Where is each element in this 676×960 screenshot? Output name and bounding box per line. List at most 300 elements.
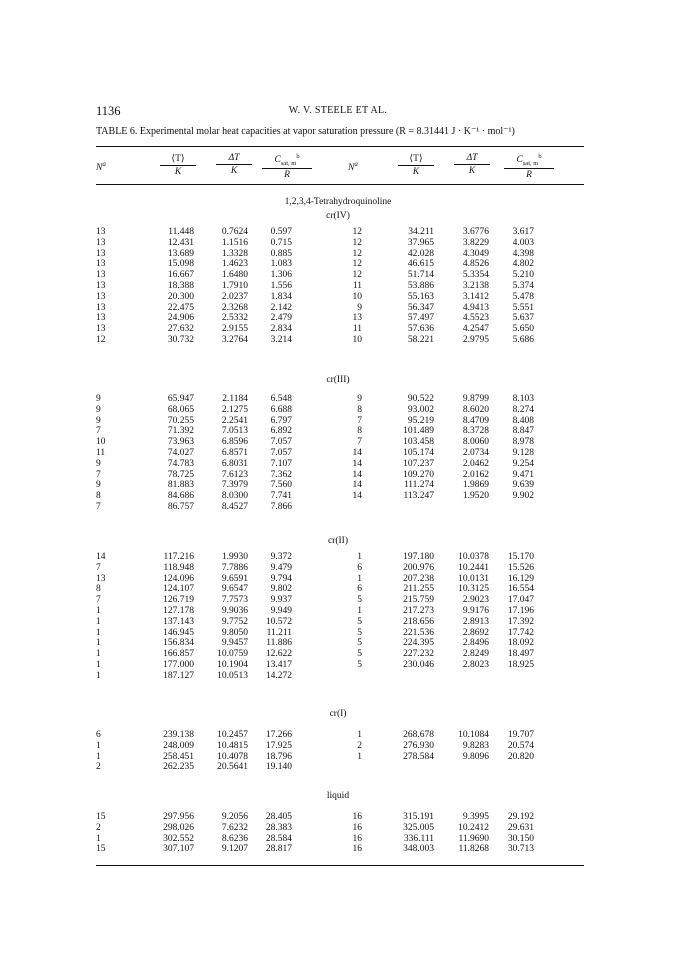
phase-label-cr-iii: cr(III): [326, 375, 350, 385]
cell-heat-capacity-left: 9.794: [270, 573, 292, 584]
phase-rows-cr-ii: [0, 552, 676, 682]
cell-delta-temperature-left: 10.1904: [217, 659, 248, 670]
cell-n-right: 14: [352, 469, 362, 480]
cell-mean-temperature-left: 166.857: [163, 649, 194, 660]
cell-mean-temperature-right: 197.180: [403, 552, 434, 562]
cell-mean-temperature-left: 22.475: [167, 302, 194, 313]
running-head-authors: W. V. STEELE ET AL.: [288, 105, 388, 116]
cell-delta-temperature-left: 7.3979: [221, 480, 248, 491]
cell-delta-temperature-left: 10.0513: [217, 670, 248, 681]
cell-n-left: 7: [96, 562, 101, 573]
cell-heat-capacity-right: 29.192: [507, 812, 534, 822]
cell-delta-temperature-left: 2.1275: [221, 404, 248, 415]
table-row: [0, 649, 676, 660]
table-row: [0, 628, 676, 639]
cell-delta-temperature-left: 10.0759: [217, 649, 248, 660]
cell-heat-capacity-right: 5.551: [512, 302, 534, 313]
table-row: [0, 844, 676, 855]
table-row: [0, 730, 676, 741]
cell-delta-temperature-left: 9.6591: [221, 573, 248, 584]
cell-heat-capacity-left: 2.834: [270, 324, 292, 335]
cell-mean-temperature-left: 177.000: [163, 659, 194, 670]
cell-mean-temperature-right: 42.028: [407, 248, 434, 259]
table-row: [0, 660, 676, 671]
cell-mean-temperature-right: 103.458: [403, 437, 434, 448]
cell-mean-temperature-left: 302.552: [163, 833, 194, 844]
cell-delta-temperature-right: 2.0162: [462, 469, 489, 480]
cell-heat-capacity-right: 9.128: [512, 447, 534, 458]
cell-heat-capacity-right: 4.398: [512, 248, 534, 259]
cell-n-right: 12: [352, 259, 362, 270]
cell-heat-capacity-right: 5.686: [512, 334, 534, 345]
cell-delta-temperature-right: 10.0378: [458, 552, 489, 562]
cell-n-left: 1: [96, 649, 101, 660]
cell-mean-temperature-right: 111.274: [403, 480, 434, 491]
table-row: [0, 638, 676, 649]
cell-n-right: 6: [357, 562, 362, 573]
cell-mean-temperature-right: 101.489: [403, 426, 434, 437]
cell-delta-temperature-right: 2.8249: [462, 649, 489, 660]
cell-n-right: 8: [357, 404, 362, 415]
cell-mean-temperature-left: 156.834: [163, 638, 194, 649]
cell-delta-temperature-right: 8.6020: [462, 404, 489, 415]
cell-heat-capacity-left: 0.715: [270, 237, 292, 248]
table-row: [0, 812, 676, 823]
cell-delta-temperature-left: 2.1184: [222, 394, 248, 404]
cell-n-left: 13: [96, 227, 106, 237]
table-row: [0, 426, 676, 437]
cell-delta-temperature-left: 10.2457: [217, 730, 248, 740]
column-header-heat-capacity-left: $C_{sat, m}^b$ R: [262, 153, 312, 180]
cell-n-right: 1: [357, 552, 362, 562]
cell-mean-temperature-right: 227.232: [403, 649, 434, 660]
cell-mean-temperature-left: 74.783: [167, 458, 194, 469]
cell-delta-temperature-left: 2.3268: [221, 302, 248, 313]
cell-mean-temperature-right: 348.003: [403, 844, 434, 855]
cell-heat-capacity-right: 17.196: [507, 605, 534, 616]
table-row: [0, 563, 676, 574]
cell-delta-temperature-left: 9.1207: [221, 844, 248, 855]
cell-delta-temperature-right: 2.8913: [462, 616, 489, 627]
table-row: [0, 741, 676, 752]
table-bottom-rule: [96, 865, 584, 866]
table-row: [0, 394, 676, 405]
cell-n-right: 12: [352, 270, 362, 281]
cell-n-left: 13: [96, 324, 106, 335]
cell-delta-temperature-left: 1.7910: [221, 280, 248, 291]
cell-delta-temperature-left: 3.2764: [221, 334, 248, 345]
cell-n-left: 1: [96, 751, 101, 762]
cell-mean-temperature-left: 78.725: [167, 469, 194, 480]
cell-heat-capacity-left: 7.362: [270, 469, 292, 480]
table-row: [0, 552, 676, 563]
cell-delta-temperature-right: 11.8268: [458, 844, 489, 855]
cell-mean-temperature-right: 200.976: [403, 562, 434, 573]
cell-n-left: 8: [96, 584, 101, 595]
cell-mean-temperature-left: 258.451: [163, 751, 194, 762]
cell-mean-temperature-left: 11.448: [168, 227, 194, 237]
cell-delta-temperature-right: 11.9690: [458, 833, 489, 844]
cell-n-right: 5: [357, 627, 362, 638]
table-caption: TABLE 6. Experimental molar heat capacities at vapor saturation pressure (R = 8.31441 J · K⁻¹ · mol⁻¹): [96, 126, 515, 137]
cell-delta-temperature-left: 1.1516: [221, 237, 248, 248]
cell-heat-capacity-left: 13.417: [265, 659, 292, 670]
cell-delta-temperature-right: 2.0734: [462, 447, 489, 458]
cell-heat-capacity-right: 3.617: [512, 227, 534, 237]
cell-n-right: 16: [352, 833, 362, 844]
cell-heat-capacity-left: 9.479: [270, 562, 292, 573]
cell-delta-temperature-left: 7.7886: [221, 562, 248, 573]
cell-heat-capacity-right: 9.471: [512, 469, 534, 480]
table-header-rule: [96, 184, 584, 185]
column-header-mean-temperature-left: $\frac{⟨T⟩}{K}$: [160, 153, 196, 177]
cell-heat-capacity-left: 7.866: [270, 501, 292, 512]
table-row: [0, 470, 676, 481]
cell-n-left: 9: [96, 415, 101, 426]
phase-rows-cr-i: [0, 730, 676, 773]
cell-delta-temperature-left: 8.4527: [221, 501, 248, 512]
table-row: [0, 448, 676, 459]
cell-heat-capacity-left: 3.214: [270, 334, 292, 345]
cell-delta-temperature-left: 7.0513: [221, 426, 248, 437]
cell-n-right: 9: [357, 302, 362, 313]
cell-heat-capacity-left: 2.479: [270, 313, 292, 324]
cell-heat-capacity-right: 15.170: [507, 552, 534, 562]
cell-n-left: 13: [96, 259, 106, 270]
cell-delta-temperature-right: 3.2138: [462, 280, 489, 291]
cell-n-left: 13: [96, 302, 106, 313]
cell-mean-temperature-right: 224.395: [403, 638, 434, 649]
cell-delta-temperature-left: 6.8031: [221, 458, 248, 469]
cell-heat-capacity-right: 17.392: [507, 616, 534, 627]
cell-mean-temperature-right: 55.163: [407, 291, 434, 302]
cell-mean-temperature-right: 53.886: [407, 280, 434, 291]
cell-mean-temperature-left: 307.107: [163, 844, 194, 855]
cell-heat-capacity-left: 1.083: [270, 259, 292, 270]
cell-heat-capacity-left: 6.688: [270, 404, 292, 415]
cell-mean-temperature-right: 57.636: [407, 324, 434, 335]
cell-mean-temperature-left: 86.757: [167, 501, 194, 512]
cell-n-left: 13: [96, 291, 106, 302]
column-header-n-left: $N^a$: [96, 160, 106, 174]
cell-n-left: 1: [96, 833, 101, 844]
cell-n-right: 5: [357, 638, 362, 649]
cell-delta-temperature-right: 2.8496: [462, 638, 489, 649]
cell-heat-capacity-left: 11.211: [266, 627, 292, 638]
cell-delta-temperature-right: 3.8229: [462, 237, 489, 248]
cell-n-left: 1: [96, 670, 101, 681]
table-row: [0, 416, 676, 427]
cell-delta-temperature-right: 9.9176: [462, 605, 489, 616]
cell-n-left: 1: [96, 627, 101, 638]
cell-n-right: 1: [357, 605, 362, 616]
cell-mean-temperature-right: 37.965: [407, 237, 434, 248]
cell-n-left: 1: [96, 638, 101, 649]
cell-n-right: 12: [352, 227, 362, 237]
cell-n-right: 14: [352, 480, 362, 491]
column-header-n-right: $N^a$: [348, 160, 358, 174]
cell-heat-capacity-right: 5.637: [512, 313, 534, 324]
cell-heat-capacity-right: 17.742: [507, 627, 534, 638]
cell-n-right: 11: [352, 280, 362, 291]
table-row: [0, 249, 676, 260]
column-header-heat-capacity-right: $C_{sat, m}^b$ R: [504, 153, 554, 180]
table-row: [0, 584, 676, 595]
cell-mean-temperature-right: 221.536: [403, 627, 434, 638]
cell-delta-temperature-right: 9.8799: [462, 394, 489, 404]
cell-mean-temperature-right: 56.347: [407, 302, 434, 313]
cell-n-left: 1: [96, 659, 101, 670]
table-row: [0, 227, 676, 238]
table-row: [0, 238, 676, 249]
cell-n-right: 14: [352, 458, 362, 469]
cell-n-right: 5: [357, 595, 362, 606]
cell-heat-capacity-left: 9.802: [270, 584, 292, 595]
cell-heat-capacity-right: 8.847: [512, 426, 534, 437]
table-row: [0, 313, 676, 324]
cell-mean-temperature-right: 107.237: [403, 458, 434, 469]
cell-heat-capacity-right: 30.713: [507, 844, 534, 855]
table-top-rule: [96, 146, 584, 147]
cell-mean-temperature-right: 93.002: [407, 404, 434, 415]
cell-mean-temperature-left: 298.026: [163, 822, 194, 833]
cell-n-right: 1: [357, 730, 362, 740]
cell-mean-temperature-right: 217.273: [403, 605, 434, 616]
cell-delta-temperature-left: 9.8050: [221, 627, 248, 638]
cell-delta-temperature-left: 9.2056: [221, 812, 248, 822]
cell-n-left: 1: [96, 605, 101, 616]
table-row: [0, 834, 676, 845]
cell-mean-temperature-right: 90.522: [407, 394, 434, 404]
cell-mean-temperature-left: 27.632: [167, 324, 194, 335]
cell-mean-temperature-right: 315.191: [403, 812, 434, 822]
cell-n-left: 15: [96, 844, 106, 855]
cell-mean-temperature-right: 51.714: [407, 270, 434, 281]
cell-heat-capacity-right: 8.103: [512, 394, 534, 404]
cell-mean-temperature-right: 276.930: [403, 740, 434, 751]
cell-n-left: 13: [96, 248, 106, 259]
cell-heat-capacity-left: 11.886: [266, 638, 292, 649]
compound-name: 1,2,3,4-Tetrahydroquinoline: [284, 197, 392, 207]
table-row: [0, 762, 676, 773]
cell-mean-temperature-left: 248.009: [163, 740, 194, 751]
table-row: [0, 281, 676, 292]
cell-delta-temperature-left: 2.5332: [221, 313, 248, 324]
cell-heat-capacity-left: 19.140: [265, 762, 292, 773]
phase-label-liquid: liquid: [326, 791, 350, 801]
cell-heat-capacity-left: 0.885: [270, 248, 292, 259]
cell-delta-temperature-right: 2.8692: [462, 627, 489, 638]
cell-heat-capacity-right: 17.047: [507, 595, 534, 606]
cell-mean-temperature-right: 278.584: [403, 751, 434, 762]
table-row: [0, 752, 676, 763]
cell-n-right: 5: [357, 616, 362, 627]
cell-heat-capacity-right: 18.925: [507, 659, 534, 670]
table-row: [0, 671, 676, 682]
cell-delta-temperature-right: 2.8023: [462, 659, 489, 670]
cell-mean-temperature-left: 262.235: [163, 762, 194, 773]
cell-delta-temperature-right: 2.9023: [462, 595, 489, 606]
cell-delta-temperature-left: 0.7624: [221, 227, 248, 237]
cell-n-right: 9: [357, 394, 362, 404]
cell-heat-capacity-right: 4.003: [512, 237, 534, 248]
table-row: [0, 606, 676, 617]
cell-n-right: 12: [352, 248, 362, 259]
cell-delta-temperature-right: 4.2547: [462, 324, 489, 335]
cell-mean-temperature-left: 70.255: [167, 415, 194, 426]
cell-heat-capacity-right: 15.526: [507, 562, 534, 573]
cell-mean-temperature-left: 127.178: [163, 605, 194, 616]
cell-n-left: 1: [96, 616, 101, 627]
table-row: [0, 595, 676, 606]
table-row: [0, 491, 676, 502]
cell-n-left: 9: [96, 394, 101, 404]
cell-mean-temperature-right: 268.678: [403, 730, 434, 740]
cell-mean-temperature-left: 124.107: [163, 584, 194, 595]
cell-n-left: 13: [96, 270, 106, 281]
phase-rows-cr-iii: [0, 394, 676, 513]
cell-delta-temperature-right: 10.2441: [458, 562, 489, 573]
cell-mean-temperature-left: 74.027: [167, 447, 194, 458]
cell-n-right: 10: [352, 334, 362, 345]
cell-n-left: 9: [96, 404, 101, 415]
cell-heat-capacity-left: 9.937: [270, 595, 292, 606]
cell-delta-temperature-right: 9.8283: [462, 740, 489, 751]
cell-n-right: 14: [352, 491, 362, 502]
cell-n-right: 16: [352, 822, 362, 833]
cell-mean-temperature-right: 215.759: [403, 595, 434, 606]
cell-heat-capacity-left: 1.556: [270, 280, 292, 291]
cell-heat-capacity-right: 16.554: [507, 584, 534, 595]
cell-delta-temperature-left: 1.9930: [221, 552, 248, 562]
cell-n-left: 6: [96, 730, 101, 740]
cell-n-right: 7: [357, 415, 362, 426]
phase-label-cr-ii: cr(II): [327, 536, 349, 546]
column-header-delta-temperature-left: $\frac{\Delta T}{K}$: [216, 153, 252, 176]
cell-heat-capacity-right: 5.210: [512, 270, 534, 281]
cell-n-left: 2: [96, 762, 101, 773]
cell-n-right: 11: [352, 324, 362, 335]
cell-heat-capacity-right: 4.802: [512, 259, 534, 270]
cell-delta-temperature-left: 10.4078: [217, 751, 248, 762]
cell-mean-temperature-left: 68.065: [167, 404, 194, 415]
cell-heat-capacity-right: 30.150: [507, 833, 534, 844]
cell-mean-temperature-left: 117.216: [163, 552, 194, 562]
phase-rows-liquid: [0, 812, 676, 855]
cell-delta-temperature-right: 5.3354: [462, 270, 489, 281]
cell-n-left: 2: [96, 822, 101, 833]
cell-n-right: 5: [357, 649, 362, 660]
cell-heat-capacity-left: 14.272: [265, 670, 292, 681]
table-row: [0, 405, 676, 416]
cell-n-right: 10: [352, 291, 362, 302]
cell-mean-temperature-left: 137.143: [163, 616, 194, 627]
table-row: [0, 502, 676, 513]
cell-heat-capacity-right: 18.497: [507, 649, 534, 660]
table-row: [0, 259, 676, 270]
cell-delta-temperature-right: 8.4709: [462, 415, 489, 426]
cell-heat-capacity-left: 1.306: [270, 270, 292, 281]
cell-mean-temperature-right: 57.497: [407, 313, 434, 324]
cell-delta-temperature-left: 1.4623: [221, 259, 248, 270]
phase-label-cr-iv: cr(IV): [326, 211, 350, 221]
cell-delta-temperature-left: 2.9155: [221, 324, 248, 335]
cell-delta-temperature-left: 8.6236: [221, 833, 248, 844]
cell-n-right: 7: [357, 437, 362, 448]
cell-delta-temperature-right: 8.0060: [462, 437, 489, 448]
cell-delta-temperature-right: 3.1412: [462, 291, 489, 302]
cell-mean-temperature-left: 81.883: [167, 480, 194, 491]
cell-heat-capacity-left: 28.383: [265, 822, 292, 833]
cell-mean-temperature-right: 109.270: [403, 469, 434, 480]
cell-mean-temperature-right: 218.656: [403, 616, 434, 627]
cell-delta-temperature-right: 2.0462: [462, 458, 489, 469]
cell-mean-temperature-right: 46.615: [407, 259, 434, 270]
cell-heat-capacity-left: 6.548: [270, 394, 292, 404]
cell-mean-temperature-left: 65.947: [167, 394, 194, 404]
table-row: [0, 459, 676, 470]
cell-delta-temperature-right: 10.1084: [458, 730, 489, 740]
cell-heat-capacity-right: 20.820: [507, 751, 534, 762]
cell-heat-capacity-right: 8.978: [512, 437, 534, 448]
cell-delta-temperature-right: 3.6776: [462, 227, 489, 237]
cell-n-left: 12: [96, 334, 106, 345]
cell-heat-capacity-left: 9.949: [270, 605, 292, 616]
cell-mean-temperature-right: 58.221: [407, 334, 434, 345]
column-header-delta-temperature-right: $\frac{\Delta T}{K}$: [454, 153, 490, 176]
cell-heat-capacity-left: 6.892: [270, 426, 292, 437]
cell-delta-temperature-right: 10.3125: [458, 584, 489, 595]
cell-heat-capacity-right: 9.254: [512, 458, 534, 469]
cell-delta-temperature-left: 9.9457: [221, 638, 248, 649]
cell-heat-capacity-left: 18.796: [265, 751, 292, 762]
table-row: [0, 303, 676, 314]
cell-mean-temperature-left: 124.096: [163, 573, 194, 584]
cell-n-left: 11: [96, 447, 106, 458]
cell-heat-capacity-left: 7.741: [270, 491, 292, 502]
cell-heat-capacity-left: 7.107: [270, 458, 292, 469]
cell-mean-temperature-right: 325.005: [403, 822, 434, 833]
cell-heat-capacity-right: 9.639: [512, 480, 534, 491]
cell-heat-capacity-left: 9.372: [270, 552, 292, 562]
cell-heat-capacity-left: 17.266: [265, 730, 292, 740]
cell-delta-temperature-left: 6.8571: [221, 447, 248, 458]
cell-mean-temperature-left: 146.945: [163, 627, 194, 638]
cell-heat-capacity-left: 2.142: [270, 302, 292, 313]
cell-mean-temperature-left: 15.098: [167, 259, 194, 270]
cell-heat-capacity-left: 0.597: [270, 227, 292, 237]
table-row: [0, 617, 676, 628]
cell-heat-capacity-right: 8.408: [512, 415, 534, 426]
table-row: [0, 823, 676, 834]
cell-delta-temperature-left: 2.2541: [221, 415, 248, 426]
cell-heat-capacity-right: 5.374: [512, 280, 534, 291]
cell-heat-capacity-left: 28.405: [265, 812, 292, 822]
cell-n-right: 1: [357, 751, 362, 762]
cell-n-right: 8: [357, 426, 362, 437]
table-row: [0, 324, 676, 335]
cell-mean-temperature-left: 239.138: [163, 730, 194, 740]
cell-delta-temperature-left: 7.7573: [221, 595, 248, 606]
cell-heat-capacity-right: 20.574: [507, 740, 534, 751]
cell-n-left: 13: [96, 280, 106, 291]
cell-n-left: 14: [96, 552, 106, 562]
cell-n-left: 8: [96, 491, 101, 502]
cell-n-left: 13: [96, 237, 106, 248]
cell-heat-capacity-right: 18.092: [507, 638, 534, 649]
table-row: [0, 437, 676, 448]
cell-delta-temperature-right: 4.5523: [462, 313, 489, 324]
